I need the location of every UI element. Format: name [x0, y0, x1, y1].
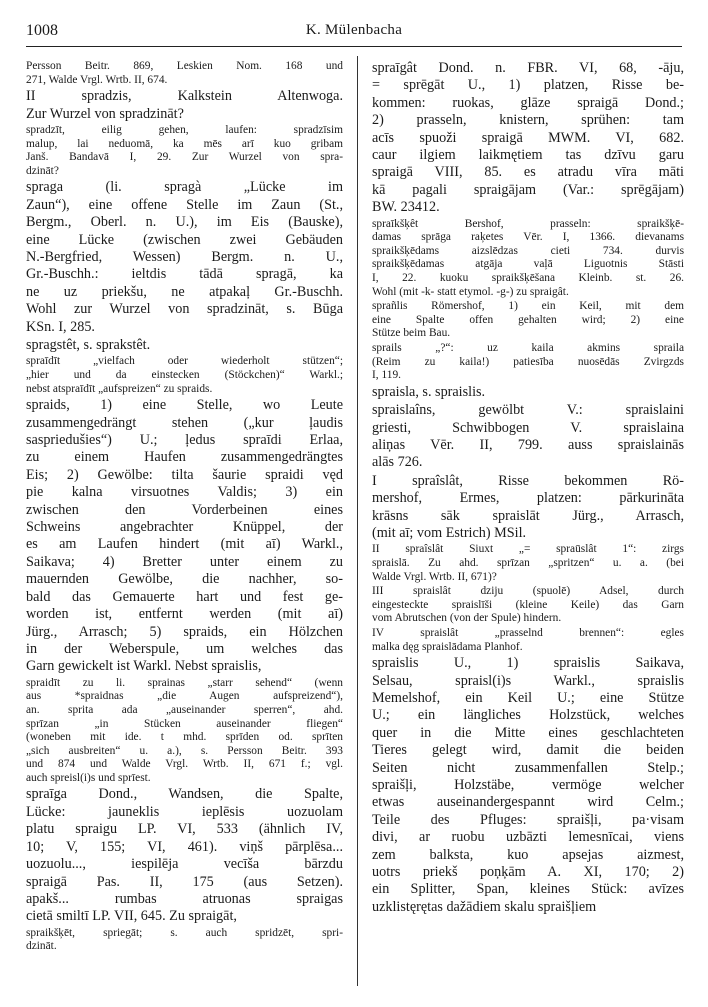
- dictionary-entry: [372, 218, 684, 300]
- dictionary-entry: [26, 927, 343, 954]
- dictionary-entry: [372, 585, 684, 626]
- dictionary-entry: [372, 627, 684, 654]
- entry-line: eingesteckte spraislīši (kleine Keile) das Garn: [372, 598, 684, 611]
- entry-line: damas sprāga raķetes Vēr. I, 1366. dievanams: [372, 231, 684, 244]
- dictionary-entry: [372, 60, 684, 217]
- entry-line: spraīga Dond., Wandsen, die Spalte,: [26, 786, 343, 803]
- entry-line: uzklistęrętas dažādiem skalu spraišļiem: [372, 898, 597, 915]
- entry-line: spraikšķēdamas atgāja vaļā Liguotnis Stāsti: [372, 258, 684, 271]
- entry-line: spraisla, s. spraislis.: [372, 383, 486, 400]
- entry-line: mershof, Ermes, platzen: pārkurināta: [372, 490, 684, 507]
- entry-line: apakš... rumbas atruonas spraigas: [26, 890, 343, 907]
- entry-line: eine Lücke (zwischen zwei Gebäuden: [26, 231, 343, 248]
- entry-line: aliņas Vēr. II, 799. auss spraislainās: [372, 437, 684, 453]
- entry-line: spraikšķēdams aizslēdzas cieti 734. durvis: [372, 244, 684, 257]
- entry-line: griesti, Schwibbogen V. spraislaina: [372, 419, 684, 436]
- entry-line: quer in die Mitte eines geschlachteten: [372, 724, 684, 741]
- entry-line: spraids, 1) eine Stelle, wo Leute: [26, 397, 343, 414]
- dictionary-entry: [26, 786, 343, 925]
- entry-line: etwas auseinandergespannt wird Celm.;: [372, 794, 684, 811]
- entry-line: cietā smiltī LP. VII, 645. Zu spraigāt,: [26, 908, 237, 925]
- entry-line: Jürg., Arrasch; 5) spraids, ein Hölzchen: [26, 623, 343, 640]
- page-number: 1008: [26, 22, 58, 39]
- entry-line: aus *spraidnas „die Augen aufspreizend“),: [26, 690, 343, 703]
- entry-line: und 874 und Walde Vrgl. Wrtb. II, 671 f.; vgl.: [26, 758, 343, 771]
- entry-line: zem balksta, kuo apsejas aizmest,: [372, 846, 684, 863]
- entry-line: dzināt.: [26, 940, 57, 953]
- entry-line: malka dęg spraislādama Planhof.: [372, 640, 523, 653]
- dictionary-entry: [372, 543, 684, 584]
- entry-line: spraīdīt „vielfach oder wiederholt stützen“;: [26, 355, 343, 368]
- entry-line: spraislā. Zu ahd. sprīzan „spritzen“ u. a. (bei: [372, 557, 684, 570]
- entry-line: worden ist, entfernt werden (mit aī): [26, 606, 343, 623]
- entry-line: N.-Bergfried, Wessen) Bergm. n. U.,: [26, 249, 343, 265]
- entry-line: spraislaîns, gewölbt V.: spraislaini: [372, 402, 684, 419]
- entry-line: divi, ar ruobu uzbāzti lemesnīcai, viens: [372, 829, 684, 846]
- entry-line: zu einem Haufen zusammengedrängtes: [26, 449, 343, 466]
- entry-line: Seiten nicht zusammenfallen Stelp.;: [372, 759, 684, 776]
- entry-line: Wohl zur Wurzel von spradzināt, s. Būga: [26, 301, 343, 318]
- entry-line: spraikšķēt, spriegāt; s. auch spridzēt, spri-: [26, 926, 343, 939]
- dictionary-entry: [372, 300, 684, 341]
- entry-line: I, 22. kuoku spraikšķēšana Kleinb. st. 26.: [372, 272, 684, 285]
- dictionary-entry: [26, 124, 343, 178]
- entry-line: saspriedušies“) U.; ļedus spraīdi Erlaa,: [26, 432, 343, 449]
- entry-line: spraigā Pas. II, 175 (aus Setzen).: [26, 873, 343, 890]
- entry-line: bald das Gemauerte hart und fest ge-: [26, 588, 343, 605]
- entry-line: uozuolu..., iespilēja vecīša bārzdu: [26, 856, 343, 873]
- dictionary-entry: [372, 342, 684, 383]
- entry-line: spraidīt zu li. sprainas „starr sehend“ (wenn: [26, 676, 343, 689]
- entry-line: 10; V, 155; VI, 461). viņš pārplēsa...: [26, 838, 343, 855]
- entry-line: spraīgât Dond. n. FBR. VI, 68, -āju,: [372, 60, 684, 76]
- dictionary-entry: [26, 677, 343, 786]
- entry-line: Zaun“), eine offene Stelle im Zaun (St.,: [26, 196, 343, 213]
- entry-line: spradzīt, eilig gehen, laufen: spradzīsim: [26, 124, 343, 136]
- entry-line: eine Spalte offen gehalten wird; 2) eine: [372, 313, 684, 326]
- entry-line: mauernden Gewölbe, die nachher, so-: [26, 571, 343, 588]
- entry-line: Schweins angebrachter Knüppel, der: [26, 519, 343, 536]
- entry-line: (mit aī; vom Estrich) MSil.: [372, 525, 527, 542]
- running-header: [26, 22, 682, 44]
- entry-line: in der Weberspule, um welches das: [26, 640, 343, 657]
- entry-line: auch spreisl(i)s und sprīest.: [26, 771, 151, 784]
- entry-line: Janš. Bandavā I, 29. Zur Wurzel von spra-: [26, 151, 343, 164]
- entry-line: spragstêt, s. sprakstêt.: [26, 337, 151, 354]
- entry-line: Wohl (mit -k- statt etymol. -g-) zu spraigât.: [372, 285, 569, 298]
- entry-line: Zur Wurzel von spradzināt?: [26, 105, 184, 122]
- entry-line: II spradzis, Kalkstein Altenwoga.: [26, 88, 343, 105]
- entry-line: Persson Beitr. 869, Leskien Nom. 168 und: [26, 60, 343, 72]
- dictionary-entry: [26, 88, 343, 123]
- entry-line: Teile des Pfluges: spraišļi, pa·visam: [372, 811, 684, 828]
- entry-line: sprīzan „in Stücken auseinander fliegen“: [26, 717, 343, 730]
- entry-line: vom Abrutschen (von der Spule) hindern.: [372, 612, 562, 625]
- dictionary-entry: [372, 473, 684, 543]
- entry-line: Eis; 2) Gewölbe: tilta šaurie spraidi vęd: [26, 466, 343, 483]
- entry-line: I, 119.: [372, 369, 401, 382]
- entry-line: spraišļi, Holzstäbe, vermöge welcher: [372, 777, 684, 794]
- entry-line: U.; ein längliches Holzstück, welches: [372, 707, 684, 724]
- entry-line: II spraîslât Siuxt „= spraūslât 1“: zirgs: [372, 543, 684, 556]
- entry-line: spraislis U., 1) spraislis Saikava,: [372, 655, 684, 672]
- entry-line: dzināt?: [26, 164, 59, 177]
- entry-line: 271, Walde Vrgl. Wrtb. II, 674.: [26, 73, 168, 86]
- entry-line: Tieres gelegt wird, damit die beiden: [372, 742, 684, 759]
- entry-line: es am Laufen hindert (mit aī) Warkl.,: [26, 536, 343, 553]
- entry-line: spraīkšķêt Bershof, prasseln: spraikšķē-: [372, 217, 684, 230]
- entry-line: I spraîslât, Risse bekommen Rö-: [372, 472, 684, 489]
- entry-line: zwischen den Vorderbeinen eines: [26, 501, 343, 518]
- entry-line: III spraislât dziju (spuolē) Adsel, durch: [372, 585, 684, 598]
- entry-line: alās 726.: [372, 454, 423, 471]
- entry-line: „sich ausbreiten“ u. a.), s. Persson Beitr. 393: [26, 744, 343, 757]
- entry-line: uotrs priekš poņķām A. XI, 170; 2): [372, 864, 684, 881]
- entry-line: Saikava; 4) Bretter unter einem zu: [26, 553, 343, 570]
- entry-line: Memelshof, ein Keil U.; eine Stütze: [372, 690, 684, 706]
- dictionary-entry: [26, 355, 343, 396]
- entry-line: spraga (li. spragà „Lücke im: [26, 179, 343, 196]
- entry-line: kā pagali spraigājam (Var.: sprēgājam): [372, 181, 684, 198]
- entry-line: zusammengedrängt stehen („kur ļaudis: [26, 414, 343, 431]
- dictionary-entry: [26, 60, 343, 87]
- dictionary-entry: [26, 179, 343, 336]
- dictionary-entry: [372, 384, 684, 401]
- entry-line: pie kalna virsuotnes Valdis; 3) ein: [26, 484, 343, 501]
- entry-line: Lücke: jauneklis ieplēsis uozuolam: [26, 803, 343, 820]
- entry-line: nebst atspraīdīt „aufspreizen“ zu spraids.: [26, 382, 213, 395]
- entry-line: kommen: ruokas, glāze spraigā Dond.;: [372, 94, 684, 111]
- entry-line: (woneben mit ide. t mhd. sprīden od. sprīten: [26, 731, 343, 744]
- column-divider: [357, 56, 358, 986]
- entry-line: krāsns sāk spraislāt Jürg., Arrasch,: [372, 507, 684, 524]
- entry-line: platu spraigu LP. VI, 533 (ähnlich IV,: [26, 821, 343, 838]
- entry-line: (Reim zu kaila!) patiesība nuosēdās Zvirgzds: [372, 355, 684, 368]
- dictionary-entry: [372, 655, 684, 916]
- entry-line: caur ilgiem laikmętiem tas dzīvu garu: [372, 147, 684, 164]
- entry-line: KSn. I, 285.: [26, 318, 95, 335]
- header-rule: [26, 46, 682, 47]
- entry-line: ein Splitter, Span, kleines Stück: avīzes: [372, 881, 684, 898]
- entry-line: Garn gewickelt ist Warkl. Nebst spraislis,: [26, 658, 262, 675]
- entry-line: ne uz priekšu, ne atpakaļ Gr.-Buschh.: [26, 283, 343, 300]
- entry-line: Walde Vrgl. Wrtb. II, 671)?: [372, 570, 497, 583]
- entry-line: „hier und da einstecken (Stöckchen)“ Warkl.;: [26, 369, 343, 382]
- right-column: [372, 60, 684, 917]
- entry-line: Gr.-Buschh.: ieltdis tādā spragā, ka: [26, 266, 343, 283]
- entry-line: malup, lai neduomā, ka mēs arī kuo gribam: [26, 137, 343, 150]
- entry-line: Selsau, spraisl(i)s Warkl., spraislis: [372, 672, 684, 689]
- dictionary-entry: [26, 397, 343, 676]
- entry-line: an. sprita ada „auseinander sperren“, ahd.: [26, 703, 343, 716]
- entry-line: BW. 23412.: [372, 199, 440, 216]
- entry-line: sprails „?“: uz kaila akmins spraila: [372, 342, 684, 354]
- entry-line: IV spraislât „prasselnd brennen“: egles: [372, 627, 684, 639]
- entry-line: sprañlis Römershof, 1) ein Keil, mit dem: [372, 300, 684, 313]
- left-column: [26, 60, 343, 955]
- dictionary-entry: [26, 337, 343, 354]
- entry-line: Bergm., Oberl. n. U.), im Eis (Bauske),: [26, 214, 343, 231]
- entry-line: = sprēgāt U., 1) platzen, Risse be-: [372, 77, 684, 94]
- running-title: K. Mülenbacha: [305, 22, 403, 38]
- entry-line: acīs spuoži spraigā MWM. VI, 682.: [372, 129, 684, 146]
- entry-line: 2) prasseln, knistern, sprühen: tam: [372, 112, 684, 129]
- entry-line: Stütze beim Bau.: [372, 327, 451, 340]
- entry-line: spraigā VIII, 85. es atradu vīra māti: [372, 164, 684, 181]
- dictionary-entry: [372, 402, 684, 472]
